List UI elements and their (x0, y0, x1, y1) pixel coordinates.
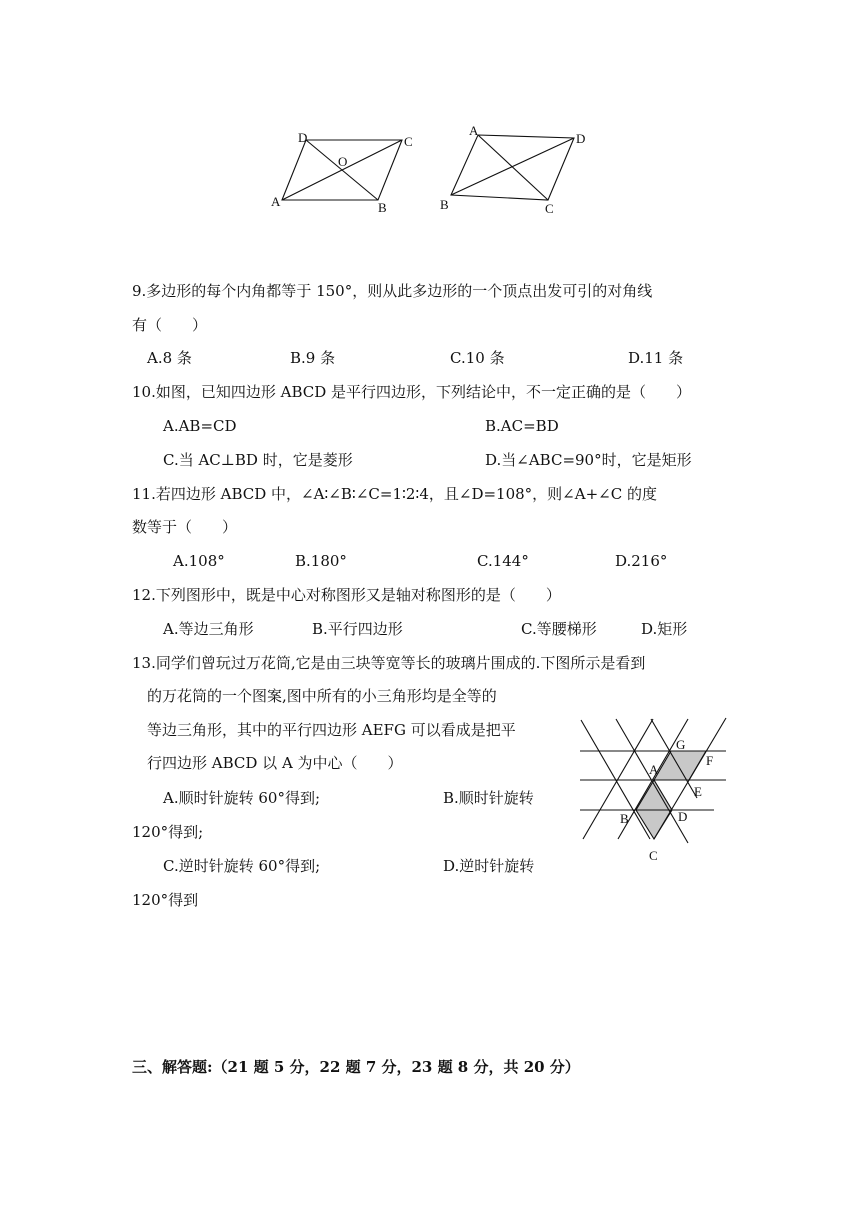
label-b-left: B (378, 200, 387, 215)
q13-option-c: C.逆时针旋转 60°得到; (163, 857, 321, 875)
q13-option-a: A.顺时针旋转 60°得到; (163, 789, 321, 807)
q13-option-d: D.逆时针旋转 (443, 857, 535, 875)
parallelogram-figures (260, 120, 600, 225)
section-3-title: 三、解答题:（21 题 5 分，22 题 7 分，23 题 8 分，共 20 分） (132, 1058, 580, 1076)
q13-option-b-cont: 120°得到; (132, 823, 204, 841)
q9-line2: 有（ ） (132, 316, 208, 334)
label-f: F (706, 753, 714, 768)
q10-option-b: B.AC=BD (485, 417, 559, 435)
q13-line4: 行四边形 ABCD 以 A 为中心（ ） (147, 754, 403, 772)
q10-line1: 10.如图，已知四边形 ABCD 是平行四边形，下列结论中，不一定正确的是（ ） (132, 383, 692, 401)
q12-line1: 12.下列图形中，既是中心对称图形又是轴对称图形的是（ ） (132, 586, 561, 604)
q11-option-b: B.180° (295, 552, 347, 570)
label-b: B (620, 811, 629, 826)
q11-option-c: C.144° (477, 552, 529, 570)
diagonal-bd-left (306, 140, 378, 200)
label-d: D (678, 809, 688, 824)
q11-line2: 数等于（ ） (132, 518, 238, 536)
label-a-left: A (271, 194, 281, 209)
label-c: C (649, 848, 658, 863)
q13-option-b: B.顺时针旋转 (443, 789, 534, 807)
q13-line2: 的万花筒的一个图案,图中所有的小三角形均是全等的 (147, 687, 497, 705)
label-e: E (694, 784, 702, 799)
q12-option-c: C.等腰梯形 (521, 620, 597, 638)
q9-option-a: A.8 条 (147, 349, 192, 367)
q12-option-b: B.平行四边形 (312, 620, 403, 638)
q11-line1: 11.若四边形 ABCD 中，∠A∶∠B∶∠C=1∶2∶4，且∠D=108°，则∠A+∠C 的度 (132, 485, 657, 503)
label-c-right: C (545, 201, 554, 216)
q10-option-c: C.当 AC⊥BD 时，它是菱形 (163, 451, 353, 469)
q12-option-a: A.等边三角形 (163, 620, 254, 638)
label-o-left: O (338, 154, 348, 169)
q9-option-c: C.10 条 (450, 349, 505, 367)
label-c-left: C (404, 134, 413, 149)
label-a-right: A (469, 123, 479, 138)
kaleidoscope-figure (576, 715, 731, 865)
q9-line1: 9.多边形的每个内角都等于 150°，则从此多边形的一个顶点出发可引的对角线 (132, 282, 653, 300)
diagonal-bd-right (451, 138, 574, 195)
q13-line1: 13.同学们曾玩过万花筒,它是由三块等宽等长的玻璃片围成的.下图所示是看到 (132, 654, 646, 672)
label-d-left: D (298, 130, 308, 145)
label-a: A (649, 762, 659, 777)
q9-option-b: B.9 条 (290, 349, 336, 367)
q10-option-d: D.当∠ABC=90°时，它是矩形 (485, 451, 692, 469)
q13-option-d-cont: 120°得到 (132, 891, 199, 909)
label-b-right: B (440, 197, 449, 212)
q11-option-a: A.108° (173, 552, 225, 570)
label-g: G (676, 737, 686, 752)
diagonal-ac-right (478, 135, 548, 200)
q9-option-d: D.11 条 (628, 349, 684, 367)
q10-option-a: A.AB=CD (163, 417, 237, 435)
q13-line3: 等边三角形，其中的平行四边形 AEFG 可以看成是把平 (147, 721, 516, 739)
q12-option-d: D.矩形 (641, 620, 688, 638)
q11-option-d: D.216° (615, 552, 668, 570)
label-d-right: D (576, 131, 586, 146)
